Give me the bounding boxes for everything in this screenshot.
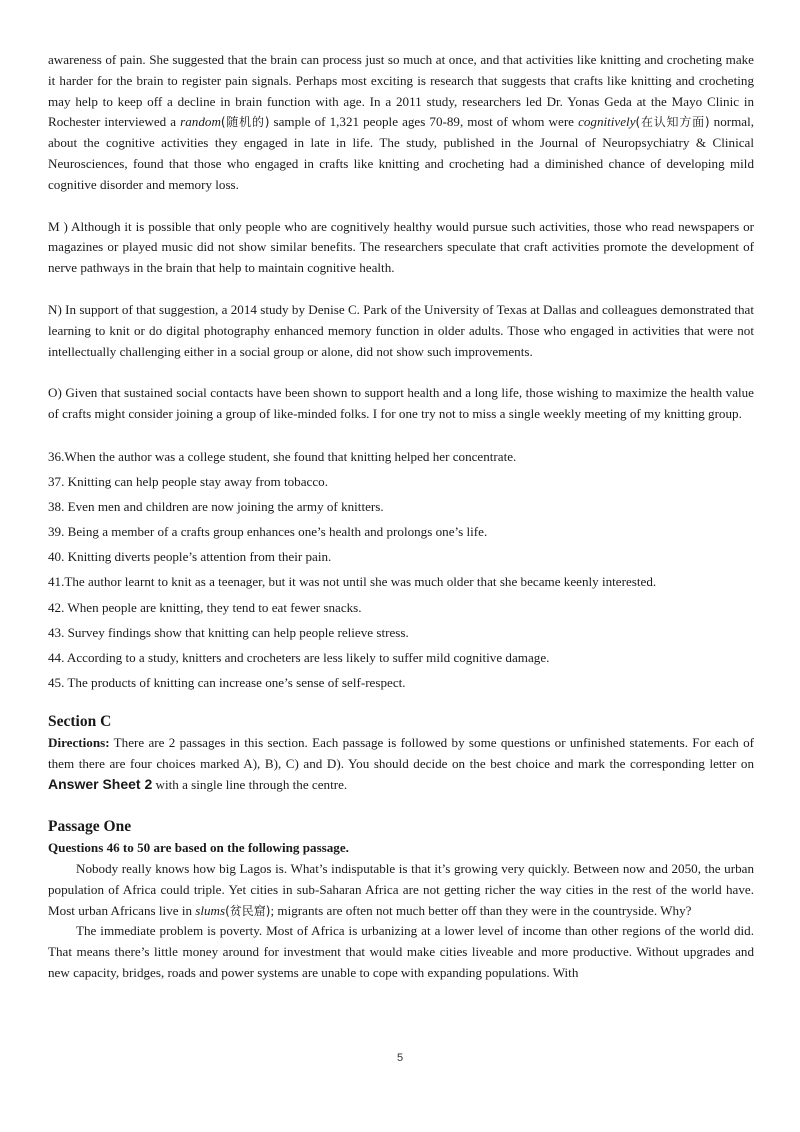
- question-item: 42. When people are knitting, they tend to eat fewer snacks.: [48, 599, 362, 615]
- question-item: 41.The author learnt to knit as a teenager, but it was not until she was much older that she became keenly interested.: [48, 574, 657, 590]
- question-list: [48, 444, 754, 695]
- passage-one-subheading: Questions 46 to 50 are based on the following passage.: [48, 840, 349, 856]
- question-item: 39. Being a member of a crafts group enhances one’s health and prolongs one’s life.: [48, 524, 488, 540]
- spacer: [48, 695, 754, 711]
- answer-sheet-label: Answer Sheet 2: [48, 776, 153, 793]
- gloss-cognitively: (在认知方面): [635, 115, 710, 130]
- spacer: [48, 362, 754, 383]
- term-slums: slums: [195, 902, 226, 918]
- spacer: [48, 796, 754, 816]
- question-item: 36.When the author was a college student, she found that knitting helped her concentrate.: [48, 448, 517, 464]
- spacer: [48, 196, 754, 217]
- text-run: sample of 1,321 people ages 70-89, most of whom were: [269, 114, 579, 130]
- question-item: 37. Knitting can help people stay away from tobacco.: [48, 474, 328, 490]
- text-run: Nobody really knows how big Lagos is. What’s indisputable is that it’s growing very quickly. Between now and 2050, the urban population of Africa could triple. Yet cities in sub-Saharan Africa are not getting richer the way cities in the rest of the world have. Most urban Africans live in: [48, 861, 754, 918]
- paragraph-n: N) In support of that suggestion, a 2014 study by Denise C. Park of the University of Texas at Dallas and colleagues demonstrated that learning to knit or do digital photography enhanced memory function in older adults. Those who engaged in activities that were not intellectually challenging either in a social group or alone, did not show such improvements.: [48, 301, 754, 359]
- term-random: random: [180, 114, 221, 130]
- passage-one-heading: Passage One: [48, 818, 132, 836]
- question-item: 40. Knitting diverts people’s attention from their pain.: [48, 549, 332, 565]
- text-run: normal, about the cognitive activities they engaged in late in life. The study, published in the Journal of Neuropsychiatry & Clinical Neurosciences, found that those who engaged in crafts like knitting and crocheting had a diminished chance of developing mild cognitive disorder and memory loss.: [48, 114, 755, 192]
- paragraph-l: [48, 50, 754, 196]
- page-number: 5: [396, 1052, 404, 1064]
- gloss-slums: (贫民窟): [225, 903, 271, 918]
- passage-one-paragraph-1: [48, 859, 754, 921]
- spacer: [48, 425, 754, 444]
- paragraph-m: M ) Although it is possible that only people who are cognitively healthy would pursue such activities, those who read newspapers or magazines or played music did not show similar benefits. The researchers speculate that craft activities promote the development of nerve pathways in the brain that help to maintain cognitive health.: [48, 218, 754, 276]
- text-run: ; migrants are often not much better off than they were in the countryside. Why?: [270, 902, 692, 918]
- question-item: 44. According to a study, knitters and crocheters are less likely to suffer mild cognitive damage.: [48, 649, 550, 665]
- section-c-directions: [48, 733, 754, 796]
- text-run: awareness of pain. She suggested that the brain can process just so much at once, and that activities like knitting and crocheting make it harder for the brain to register pain signals. Perhaps most exciting is research that suggests that crafts like knitting and crocheting may help to keep off a decline in brain function with age. In a 2011 study, researchers led Dr. Yonas Geda at the Mayo Clinic in Rochester interviewed a: [48, 52, 754, 130]
- text-run: There are 2 passages in this section. Each passage is followed by some questions or unfinished statements. For each of them there are four choices marked A), B), C) and D). You should decide on the best choice and mark the corresponding letter on: [48, 734, 754, 771]
- document-page: [48, 50, 754, 984]
- directions-label: Directions:: [48, 734, 110, 750]
- paragraph-o: O) Given that sustained social contacts have been shown to support health and a long life, those wishing to maximize the health value of crafts might consider joining a group of like-minded folks. I for one try not to miss a single weekly meeting of my knitting group.: [48, 385, 754, 422]
- gloss-random: (随机的): [220, 115, 270, 130]
- question-item: 43. Survey findings show that knitting can help people relieve stress.: [48, 624, 409, 640]
- section-c-heading: Section C: [48, 712, 112, 730]
- spacer: [48, 279, 754, 300]
- passage-one-paragraph-2: The immediate problem is poverty. Most of Africa is urbanizing at a lower level of income than other regions of the world did. That means there’s little money around for investment that would make cities liveable and more productive. Without upgrades and new capacity, bridges, roads and power systems are unable to cope with expanding populations. With: [48, 923, 754, 981]
- question-item: 45. The products of knitting can increase one’s sense of self-respect.: [48, 674, 406, 690]
- term-cognitively: cognitively: [578, 114, 636, 130]
- text-run: with a single line through the centre.: [152, 777, 348, 793]
- question-item: 38. Even men and children are now joining the army of knitters.: [48, 499, 384, 515]
